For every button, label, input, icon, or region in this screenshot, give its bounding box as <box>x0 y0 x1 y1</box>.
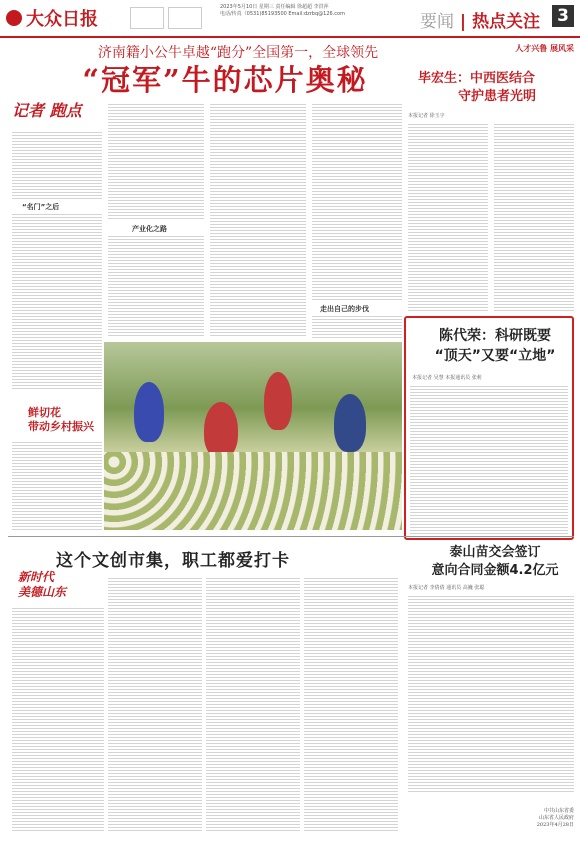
story1-body-col2b <box>108 234 204 338</box>
logo-text: 大众日报 <box>26 9 98 30</box>
story4-body-col3 <box>206 576 300 832</box>
story3-headline <box>420 326 570 366</box>
story3-headline-line1: 陈代荣：科研既要 <box>439 328 551 344</box>
footer-line3: 2023年4月28日 <box>536 822 574 828</box>
talent-badge <box>470 44 574 64</box>
caption-body <box>12 440 102 530</box>
story2-body-col1 <box>408 122 488 312</box>
qr-code-icon <box>130 7 164 29</box>
story1-body-col3 <box>210 102 306 338</box>
qr-code-icon <box>168 7 202 29</box>
story5-headline-line1: 泰山苗交会签订 <box>449 545 541 560</box>
story2-headline-line1: 毕宏生：中西医结合 <box>418 71 536 86</box>
section-name: 热点关注 <box>472 12 541 32</box>
story1-body-col1a <box>12 130 102 200</box>
story3-byline: 本报记者 吴慧 本报通讯员 张莉 <box>412 375 482 381</box>
story1-headline: “冠军”牛的芯片奥秘 <box>82 63 368 97</box>
footer-signature <box>510 808 574 829</box>
story1-badge-text: 记者 跑点 <box>12 101 82 120</box>
story4-badge <box>18 570 88 600</box>
story1-subhead3: 走出自己的步伐 <box>320 305 369 313</box>
section-prefix: 要闻 <box>420 12 454 32</box>
story2-headline <box>418 70 576 106</box>
caption-title-line2: 带动乡村振兴 <box>28 420 94 433</box>
footer-line1: 中共山东省委 <box>543 808 574 814</box>
story5-byline: 本报记者 李倩倩 通讯员 高巍 张聪 <box>408 585 485 591</box>
story4-body-col1 <box>12 606 104 832</box>
talent-badge-text: 人才兴鲁 展风采 <box>515 44 574 53</box>
section-title <box>420 7 540 32</box>
story5-headline-line2: 意向合同金额4.2亿元 <box>431 563 559 578</box>
story4-badge-line1: 新时代 <box>18 570 55 584</box>
masthead-date: 2023年5月10日 星期三 责任编辑 徐超超 李洪萍 <box>220 4 329 10</box>
story5-headline <box>420 544 570 580</box>
story1-kicker: 济南籍小公牛卓越“跑分”全国第一，全球领先 <box>97 45 379 61</box>
logo-emblem-icon <box>6 10 22 26</box>
story2-body-col2 <box>494 122 574 312</box>
story1-body-col2a <box>108 102 204 220</box>
masthead <box>0 0 580 38</box>
masthead-info <box>220 4 400 18</box>
photo-figure <box>264 372 292 430</box>
story1-body-col4a <box>312 102 402 302</box>
story4-headline: 这个文创市集，职工都爱打卡 <box>56 551 290 571</box>
photo-figure <box>204 402 238 458</box>
caption-title <box>28 406 98 434</box>
story3-headline-line2: “顶天”又要“立地” <box>434 348 556 364</box>
footer-line2: 山东省人民政府 <box>538 815 574 821</box>
flower-farm-photo <box>104 342 402 530</box>
newspaper-logo <box>6 5 126 31</box>
story2-headline-line2: 守护患者光明 <box>457 89 536 104</box>
masthead-contact: 电话/传真（0531)85193500 Email:dzrbq@126.com <box>220 11 345 17</box>
page-number: 3 <box>552 5 574 27</box>
story4-body-col4 <box>304 576 398 832</box>
story4-badge-line2: 美德山东 <box>18 585 67 599</box>
story1-subhead2: 产业化之路 <box>132 225 167 233</box>
story5-body <box>408 594 574 794</box>
caption-title-line1: 鲜切花 <box>28 406 61 419</box>
photo-flowers <box>104 452 402 530</box>
story2-byline: 本报记者 徐玉宇 <box>408 113 445 119</box>
story1-body-col1b <box>12 212 102 390</box>
photo-figure <box>334 394 366 452</box>
section-divider-line <box>8 536 574 537</box>
story3-body <box>410 384 568 534</box>
story1-badge <box>12 98 82 126</box>
story1-body-col4b <box>312 314 402 338</box>
photo-figure <box>134 382 164 442</box>
story1-subhead: “名门”之后 <box>22 203 60 211</box>
story4-body-col2 <box>108 576 202 832</box>
section-divider: | <box>459 12 473 32</box>
